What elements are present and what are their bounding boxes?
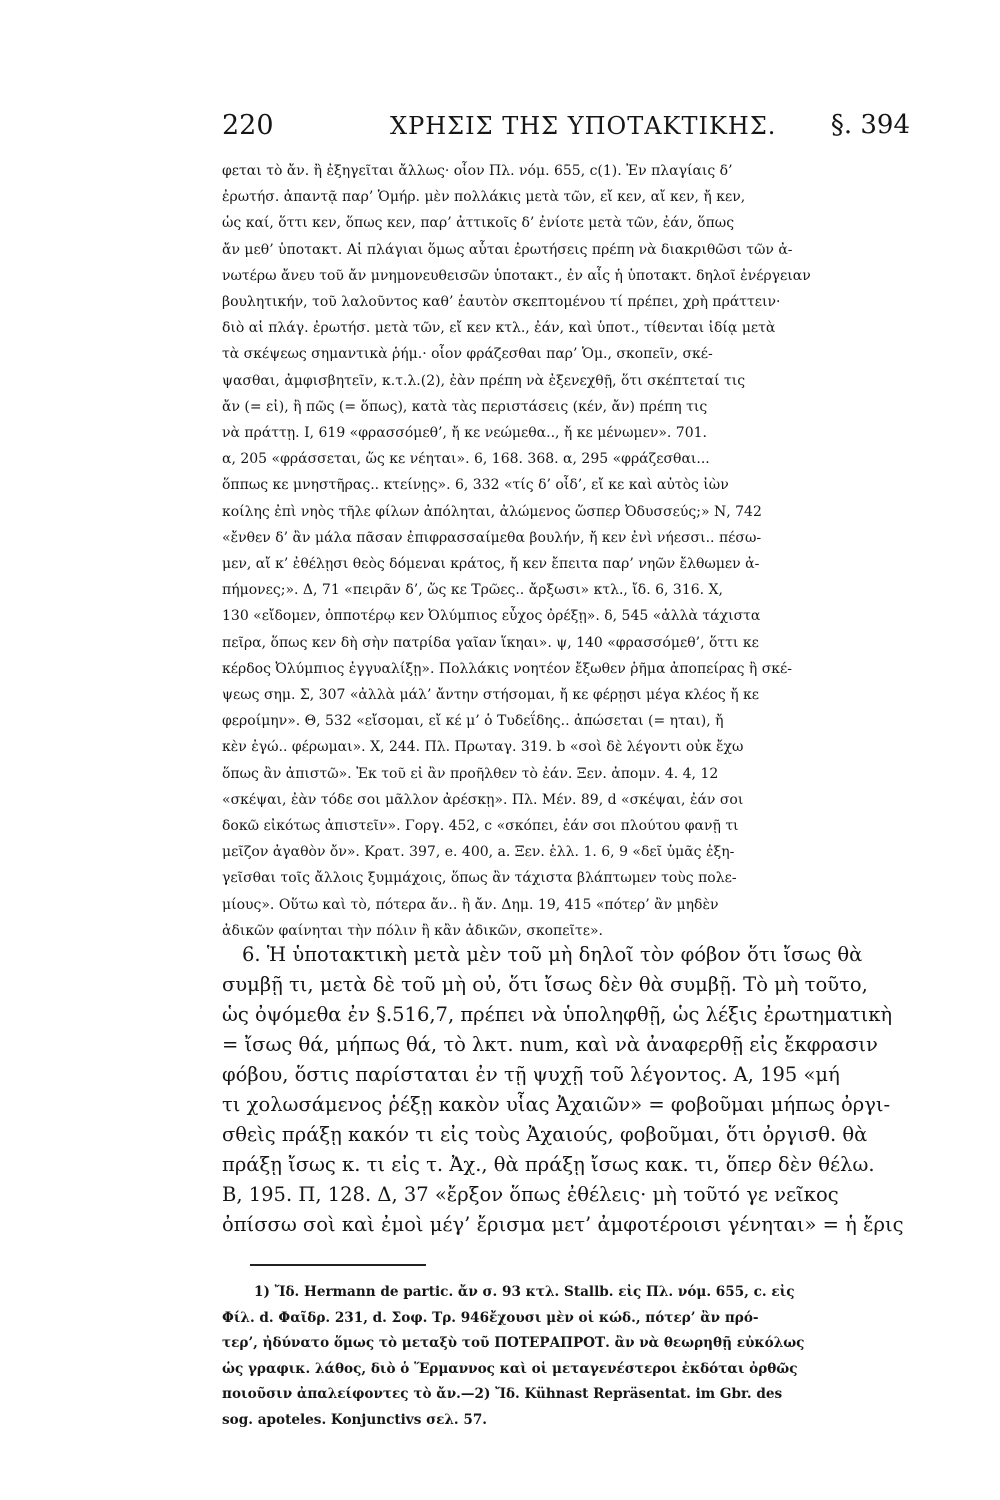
text-line: νὰ πράττῃ. I, 619 «φρασσόμεθ’, ἤ κε νεώμεθα.., ἤ κε μένωμεν». 701. (222, 425, 707, 442)
text-line: κοίλης ἐπὶ νηὸς τῆλε φίλων ἀπόληται, ἀλώμενος ὥσπερ Ὀδυσσεύς;» Ν, 742 (222, 503, 762, 520)
footnote-line: ὡς γραφικ. λάθος, διὸ ὁ Ἕρμαννος καὶ οἱ μεταγενέστεροι ἐκδόται ὀρθῶς (222, 1360, 798, 1377)
footnote-line: τερ’, ἠδύνατο ὅμως τὸ μεταξὺ τοῦ ΠΟΤΕΡΑΠΡΟΤ. ἂν νὰ θεωρηθῇ εὐκόλως (222, 1335, 805, 1351)
text-line: 130 «εἴδομεν, ὁπποτέρῳ κεν Ὀλύμπιος εὖχος ὀρέξῃ». δ, 545 «ἀλλὰ τάχιστα (222, 608, 761, 625)
text-line: βουλητικήν, τοῦ λαλοῦντος καθ’ ἑαυτὸν σκεπτομένου τί πρέπει, χρὴ πράττειν· (222, 294, 781, 311)
text-line: «ἔνθεν δ’ ἂν μάλα πᾶσαν ἐπιφρασσαίμεθα βουλήν, ἤ κεν ἐνὶ νήεσσι.. πέσω- (222, 529, 762, 546)
text-line: φεται τὸ ἄν. ἢ ἐξηγεῖται ἄλλως· οἷον Πλ. νόμ. 655, c(1). Ἐν πλαγίαις δ’ (222, 163, 733, 179)
text-line: ὅπως ἂν ἀπιστῶ». Ἐκ τοῦ εἰ ἂν προῆλθεν τὸ ἐάν. Ξεν. ἀπομν. 4. 4, 12 (222, 765, 719, 782)
text-line: τι χολωσάμενος ῥέξῃ κακὸν υἷας Ἀχαιῶν» = φοβοῦμαι μήπως ὀργι- (222, 1093, 891, 1116)
text-line: 6. Ἡ ὑποτακτικὴ μετὰ μὲν τοῦ μὴ δηλοῖ τὸν φόβον ὅτι ἴσως θὰ (242, 943, 863, 966)
text-line: μεν, αἴ κ’ ἐθέλῃσι θεὸς δόμεναι κράτος, ἤ κεν ἔπειτα παρ’ νηῶν ἔλθωμεν ἀ- (222, 556, 760, 573)
text-line: Β, 195. Π, 128. Δ, 37 «ἔρξον ὅπως ἐθέλεις· μὴ τοῦτό γε νεῖκος (222, 1183, 839, 1206)
text-line: «σκέψαι, ἐὰν τόδε σοι μᾶλλον ἀρέσκῃ». Πλ. Μέν. 89, d «σκέψαι, ἐάν σοι (222, 791, 744, 808)
page-number: 220 (222, 110, 274, 141)
footnote-line: 1) Ἴδ. Hermann de partic. ἄν σ. 93 κτλ. Stallb. εἰς Πλ. νόμ. 655, c. εἰς (254, 1284, 795, 1300)
footnote-line: ποιοῦσιν ἀπαλείφοντες τὸ ἄν.—2) Ἴδ. Kühnast Repräsentat. im Gbr. des (222, 1386, 783, 1402)
text-line: ὡς ὀψόμεθα ἐν §.516,7, πρέπει νὰ ὑποληφθῇ, ὡς λέξις ἐρωτηματικὴ (222, 1003, 893, 1026)
small-print-paragraph (222, 158, 912, 944)
text-line: ψεως σημ. Σ, 307 «ἀλλὰ μάλ’ ἄντην στήσομαι, ἤ κε φέρῃσι μέγα κλέος ἤ κε (222, 687, 760, 704)
footnote-line: Φίλ. d. Φαῖδρ. 231, d. Σοφ. Τρ. 946ἔχουσι μὲν οἱ κώδ., πότερ’ ἂν πρό- (222, 1309, 759, 1326)
text-line: ὀπίσσω σοὶ καὶ ἐμοὶ μέγ’ ἔρισμα μετ’ ἀμφοτέροισι γένηται» = ἡ ἔρις (222, 1213, 904, 1236)
footnote-rule (250, 1264, 426, 1266)
text-line: πράξῃ ἴσως κ. τι εἰς τ. Ἀχ., θὰ πράξῃ ἴσως κακ. τι, ὅπερ δὲν θέλω. (222, 1153, 875, 1176)
footnote-line: sog. apoteles. Konjunctivs σελ. 57. (222, 1411, 488, 1428)
section-number: §. 394 (830, 110, 910, 140)
text-line: δοκῶ εἰκότως ἀπιστεῖν». Γοργ. 452, c «σκόπει, ἐάν σοι πλούτου φανῇ τι (222, 818, 739, 835)
text-line: α, 205 «φράσσεται, ὥς κε νέηται». 6, 168. 368. α, 295 «φράζεσθαι... (222, 451, 710, 468)
text-line: πήμονες;». Δ, 71 «πειρᾶν δ’, ὥς κε Τρῶες.. ἄρξωσι» κτλ., ἴδ. 6, 316. Χ, (222, 582, 723, 599)
footnotes (222, 1280, 912, 1433)
text-line: μεῖζον ἀγαθὸν ὄν». Κρατ. 397, e. 400, a. Ξεν. ἑλλ. 1. 6, 9 «δεῖ ὑμᾶς ἐξη- (222, 844, 735, 861)
text-line: πεῖρα, ὅπως κεν δὴ σὴν πατρίδα γαῖαν ἵκηαι». ψ, 140 «φρασσόμεθ’, ὅττι κε (222, 634, 759, 651)
text-line: ἄν μεθ’ ὑποτακτ. Αἱ πλάγιαι ὅμως αὗται ἐρωτήσεις πρέπη νὰ διακριθῶσι τῶν ἀ- (222, 241, 793, 258)
running-header (222, 110, 910, 150)
text-line: ψασθαι, ἀμφισβητεῖν, κ.τ.λ.(2), ἐὰν πρέπη νὰ ἐξενεχθῇ, ὅτι σκέπτεταί τις (222, 372, 746, 389)
text-line: ἄν (= εἰ), ἢ πῶς (= ὅπως), κατὰ τὰς περιστάσεις (κέν, ἄν) πρέπη τις (222, 398, 708, 415)
text-line: φεροίμην». Θ, 532 «εἴσομαι, εἴ κέ μ’ ὁ Τυδεΐδης.. ἀπώσεται (= ηται), ἤ (222, 713, 724, 730)
text-line: γεῖσθαι τοῖς ἄλλοις ξυμμάχοις, ὅπως ἂν τάχιστα βλάπτωμεν τοὺς πολε- (222, 870, 737, 887)
text-line: σθεὶς πράξῃ κακόν τι εἰς τοὺς Ἀχαιούς, φοβοῦμαι, ὅτι ὀργισθ. θὰ (222, 1123, 868, 1146)
text-line: διὸ αἱ πλάγ. ἐρωτήσ. μετὰ τῶν, εἴ κεν κτλ., ἐάν, καὶ ὑποτ., τίθενται ἰδίᾳ μετὰ (222, 320, 776, 337)
text-line: μίους». Οὕτω καὶ τὸ, πότερα ἄν.. ἢ ἄν. Δημ. 19, 415 «πότερ’ ἂν μηδὲν (222, 896, 719, 913)
text-line: συμβῇ τι, μετὰ δὲ τοῦ μὴ οὐ, ὅτι ἴσως δὲν θὰ συμβῇ. Τὸ μὴ τοῦτο, (222, 973, 868, 996)
text-line: = ἴσως θά, μήπως θά, τὸ λκτ. num, καὶ νὰ ἀναφερθῇ εἰς ἔκφρασιν (222, 1033, 878, 1056)
text-line: ἐρωτήσ. ἀπαντᾷ παρ’ Ὁμήρ. μὲν πολλάκις μετὰ τῶν, εἴ κεν, αἴ κεν, ἤ κεν, (222, 189, 746, 206)
text-line: φόβου, ὅστις παρίσταται ἐν τῇ ψυχῇ τοῦ λέγοντος. Α, 195 «μή (222, 1063, 840, 1086)
page-title: ΧΡΗΣΙΣ ΤΗΣ ΥΠΟΤΑΚΤΙΚΗΣ. (390, 112, 777, 140)
text-line: τὰ σκέψεως σημαντικὰ ῥήμ.· οἷον φράζεσθαι παρ’ Ὁμ., σκοπεῖν, σκέ- (222, 346, 713, 363)
text-line: κέρδος Ὀλύμπιος ἐγγυαλίξῃ». Πολλάκις νοητέον ἔξωθεν ῥῆμα ἀποπείρας ἢ σκέ- (222, 660, 793, 677)
text-line: ὡς καί, ὅττι κεν, ὅπως κεν, παρ’ ἀττικοῖς δ’ ἐνίοτε μετὰ τῶν, ἐάν, ὅπως (222, 215, 735, 232)
text-line: ἀδικῶν φαίνηται τὴν πόλιν ἢ κἂν ἀδικῶν, σκοπεῖτε». (222, 922, 603, 939)
text-line: κὲν ἐγώ.. φέρωμαι». Χ, 244. Πλ. Πρωταγ. 319. b «σοὶ δὲ λέγοντι οὐκ ἔχω (222, 739, 744, 756)
large-print-paragraph (222, 940, 912, 1240)
text-line: νωτέρω ἄνευ τοῦ ἄν μνημονευθεισῶν ὑποτακτ., ἐν αἷς ἡ ὑποτακτ. δηλοῖ ἐνέργειαν (222, 267, 811, 284)
text-line: ὅππως κε μνηστῆρας.. κτείνῃς». 6, 332 «τίς δ’ οἶδ’, εἴ κε καὶ αὐτὸς ἰὼν (222, 477, 729, 494)
